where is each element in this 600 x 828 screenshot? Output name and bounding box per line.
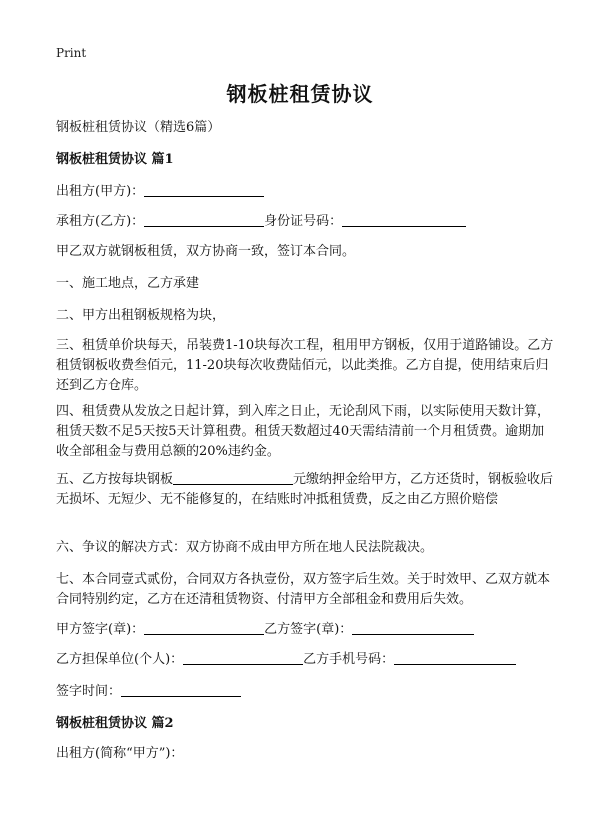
lessee-blank	[144, 212, 264, 227]
lessor-line	[56, 182, 556, 202]
clause-1: 一、施工地点，乙方承建	[56, 276, 200, 291]
sign-b-blank	[352, 620, 474, 635]
section2-lessor-line: 出租方(简称“甲方”)：	[56, 746, 184, 761]
guarantor-blank	[183, 650, 303, 665]
lessee-line	[56, 212, 556, 232]
lessor-label: 出租方(甲方)：	[56, 184, 145, 199]
id-blank	[342, 212, 466, 227]
date-label: 签字时间：	[56, 684, 122, 699]
signature-line	[56, 620, 556, 640]
date-blank	[121, 682, 241, 697]
clause-6: 六、争议的解决方式：双方协商不成由甲方所在地人民法院裁决。	[56, 540, 434, 555]
sign-b-label: 乙方签字(章)：	[264, 622, 353, 637]
document-subtitle: 钢板桩租赁协议（精选6篇）	[56, 120, 221, 135]
intro-paragraph: 甲乙双方就钢板租赁，双方协商一致，签订本合同。	[56, 244, 356, 259]
id-label: 身份证号码：	[264, 214, 343, 229]
date-line	[56, 682, 556, 702]
lessee-label: 承租方(乙方)：	[56, 214, 145, 229]
print-link[interactable]: Print	[56, 46, 87, 60]
sign-a-blank	[144, 620, 264, 635]
document-title: 钢板桩租赁协议	[226, 82, 374, 106]
section2-heading: 钢板桩租赁协议 篇2	[56, 716, 174, 731]
clause-7: 七、本合同壹式贰份，合同双方各执壹份，双方签字后生效。关于时效甲、乙双方就本合同特别约定，乙方在还清租赁物资、付清甲方全部租金和费用后失效。	[56, 572, 551, 607]
clause-4: 四、租赁费从发放之日起计算，到入库之日止，无论刮风下雨，以实际使用天数计算，租赁天数不足5天按5天计算租费。租赁天数超过40天需结清前一个月租赁费。逾期加收全部租金与费用总额的20%违约金。	[56, 404, 551, 459]
section1-heading: 钢板桩租赁协议 篇1	[56, 152, 174, 167]
clause-5	[56, 470, 556, 510]
lessor-blank	[144, 182, 264, 197]
clause-2: 二、甲方出租钢板规格为块，	[56, 308, 226, 323]
phone-blank	[394, 650, 516, 665]
guarantor-label: 乙方担保单位(个人)：	[56, 652, 184, 667]
deposit-blank	[173, 470, 293, 485]
phone-label: 乙方手机号码：	[303, 652, 395, 667]
clause-5-part-a: 五、乙方按每块钢板	[56, 472, 174, 487]
clause-3: 三、租赁单价块每天，吊装费1-10块每次工程，租用甲方钢板，仅用于道路铺设。乙方租赁钢板收费叁佰元，11-20块每次收费陆佰元，以此类推。乙方自提，使用结束后归还到乙方仓库。	[56, 338, 554, 393]
guarantor-line	[56, 650, 556, 670]
sign-a-label: 甲方签字(章)：	[56, 622, 145, 637]
clause-5-part-b: 元缴纳押金给甲方，乙方还货时，钢板验收后无损坏、无短少、无不能修复的，在结账时冲抵租赁费，反之由乙方照价赔偿	[56, 472, 554, 507]
